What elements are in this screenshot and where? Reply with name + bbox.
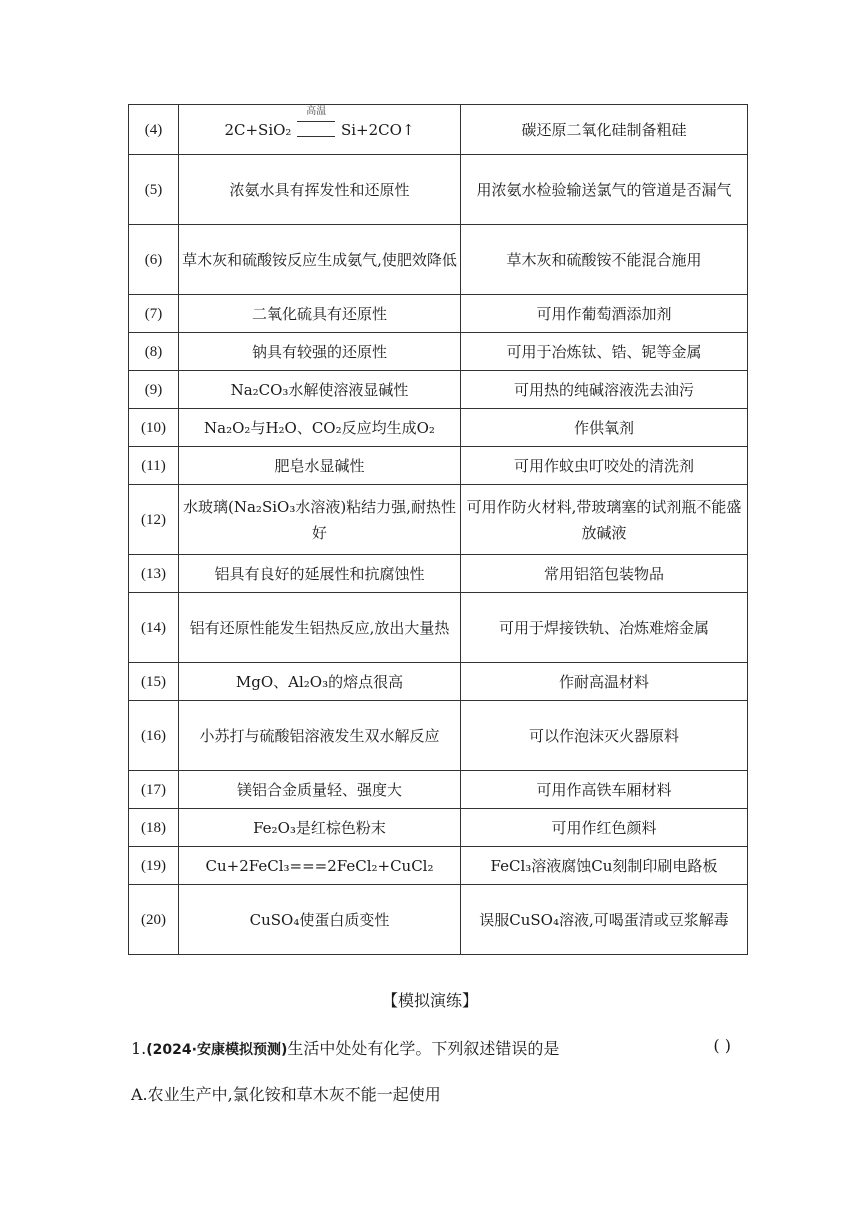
property-cell: 小苏打与硫酸铝溶液发生双水解反应 bbox=[179, 701, 461, 771]
table-row bbox=[129, 701, 748, 771]
row-number: (18) bbox=[129, 809, 179, 847]
property-cell: 肥皂水显碱性 bbox=[179, 447, 461, 485]
property-cell: Na₂O₂与H₂O、CO₂反应均生成O₂ bbox=[179, 409, 461, 447]
table-row bbox=[129, 593, 748, 663]
use-cell: 可用热的纯碱溶液洗去油污 bbox=[461, 371, 748, 409]
table-row bbox=[129, 771, 748, 809]
property-use-table bbox=[128, 104, 748, 955]
property-cell: 钠具有较强的还原性 bbox=[179, 333, 461, 371]
use-cell: 草木灰和硫酸铵不能混合施用 bbox=[461, 225, 748, 295]
row-number: (10) bbox=[129, 409, 179, 447]
property-cell: 水玻璃(Na₂SiO₃水溶液)粘结力强,耐热性好 bbox=[179, 485, 461, 555]
use-cell: 可用作高铁车厢材料 bbox=[461, 771, 748, 809]
row-number: (19) bbox=[129, 847, 179, 885]
answer-parentheses: ( ) bbox=[713, 1036, 731, 1055]
use-cell: 可用作防火材料,带玻璃塞的试剂瓶不能盛放碱液 bbox=[461, 485, 748, 555]
use-cell: 可用作红色颜料 bbox=[461, 809, 748, 847]
use-cell: 可用作蚊虫叮咬处的清洗剂 bbox=[461, 447, 748, 485]
property-cell: 铝有还原性能发生铝热反应,放出大量热 bbox=[179, 593, 461, 663]
table-row bbox=[129, 295, 748, 333]
question-source: (2024·安康模拟预测) bbox=[146, 1042, 288, 1058]
use-cell: 碳还原二氧化硅制备粗硅 bbox=[461, 105, 748, 155]
row-number: (5) bbox=[129, 155, 179, 225]
property-cell: Na₂CO₃水解使溶液显碱性 bbox=[179, 371, 461, 409]
property-cell: MgO、Al₂O₃的熔点很高 bbox=[179, 663, 461, 701]
use-cell: 用浓氨水检验输送氯气的管道是否漏气 bbox=[461, 155, 748, 225]
question-number: 1. bbox=[131, 1039, 147, 1058]
row-number: (12) bbox=[129, 485, 179, 555]
row-number: (4) bbox=[129, 105, 179, 155]
table-row bbox=[129, 447, 748, 485]
row-number: (13) bbox=[129, 555, 179, 593]
use-cell: 误服CuSO₄溶液,可喝蛋清或豆浆解毒 bbox=[461, 885, 748, 955]
table-row bbox=[129, 105, 748, 155]
row-number: (8) bbox=[129, 333, 179, 371]
reaction-condition bbox=[297, 105, 335, 137]
table-row bbox=[129, 485, 748, 555]
property-cell: 2C+SiO₂ 高温 Si+2CO↑ bbox=[179, 105, 461, 155]
row-number: (7) bbox=[129, 295, 179, 333]
table-row bbox=[129, 847, 748, 885]
table-row bbox=[129, 155, 748, 225]
question-1 bbox=[131, 1036, 731, 1059]
property-cell: 铝具有良好的延展性和抗腐蚀性 bbox=[179, 555, 461, 593]
use-cell: 可用于焊接铁轨、冶炼难熔金属 bbox=[461, 593, 748, 663]
table-row bbox=[129, 333, 748, 371]
row-number: (11) bbox=[129, 447, 179, 485]
use-cell: FeCl₃溶液腐蚀Cu刻制印刷电路板 bbox=[461, 847, 748, 885]
reaction-condition-label: 高温 bbox=[306, 105, 327, 117]
section-title: 【模拟演练】 bbox=[381, 991, 478, 1010]
option-a: A.农业生产中,氯化铵和草木灰不能一起使用 bbox=[131, 1085, 441, 1104]
property-cell: CuSO₄使蛋白质变性 bbox=[179, 885, 461, 955]
property-cell: 浓氨水具有挥发性和还原性 bbox=[179, 155, 461, 225]
use-cell: 作耐高温材料 bbox=[461, 663, 748, 701]
use-cell: 可用作葡萄酒添加剂 bbox=[461, 295, 748, 333]
row-number: (9) bbox=[129, 371, 179, 409]
table-row bbox=[129, 225, 748, 295]
use-cell: 可用于冶炼钛、锆、铌等金属 bbox=[461, 333, 748, 371]
property-cell: 镁铝合金质量轻、强度大 bbox=[179, 771, 461, 809]
row-number: (17) bbox=[129, 771, 179, 809]
row-number: (16) bbox=[129, 701, 179, 771]
row-number: (14) bbox=[129, 593, 179, 663]
table-row bbox=[129, 409, 748, 447]
question-stem: 生活中处处有化学。下列叙述错误的是 bbox=[287, 1039, 560, 1058]
row-number: (20) bbox=[129, 885, 179, 955]
table-row bbox=[129, 371, 748, 409]
table-row bbox=[129, 885, 748, 955]
use-cell: 可以作泡沫灭火器原料 bbox=[461, 701, 748, 771]
table-row bbox=[129, 809, 748, 847]
use-cell: 常用铝箔包装物品 bbox=[461, 555, 748, 593]
property-cell: 二氧化硫具有还原性 bbox=[179, 295, 461, 333]
row-number: (15) bbox=[129, 663, 179, 701]
property-cell: Fe₂O₃是红棕色粉末 bbox=[179, 809, 461, 847]
property-cell: 草木灰和硫酸铵反应生成氨气,使肥效降低 bbox=[179, 225, 461, 295]
row-number: (6) bbox=[129, 225, 179, 295]
property-cell: Cu+2FeCl₃===2FeCl₂+CuCl₂ bbox=[179, 847, 461, 885]
table-row bbox=[129, 555, 748, 593]
use-cell: 作供氧剂 bbox=[461, 409, 748, 447]
table-row bbox=[129, 663, 748, 701]
